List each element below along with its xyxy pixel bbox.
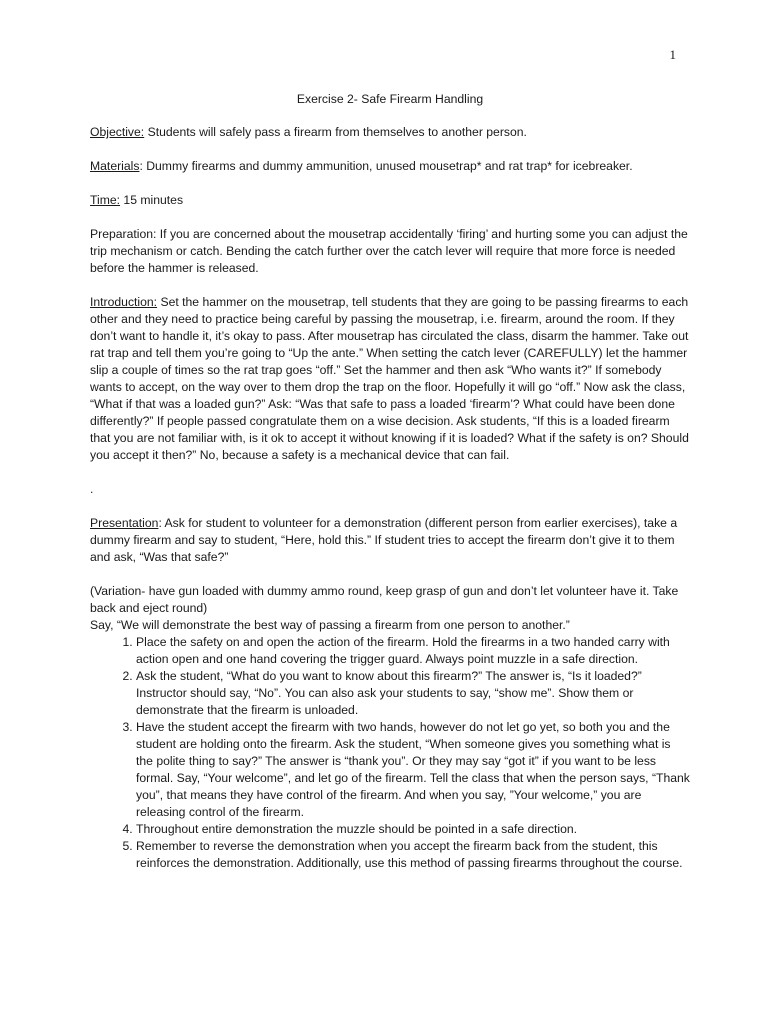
say-paragraph: Say, “We will demonstrate the best way of passing a firearm from one person to another.” bbox=[90, 618, 570, 632]
preparation-paragraph: Preparation: If you are concerned about the mousetrap accidentally ‘firing’ and hurting some you can adjust the trip mechanism or catch. Bending the catch further over the catch lever will require that more force is needed before the hammer is released. bbox=[90, 227, 688, 275]
introduction-paragraph bbox=[90, 294, 690, 464]
list-item-step-1: 1. Place the safety on and open the action of the firearm. Hold the firearms in a two handed carry with action open and one hand covering the trigger guard. Always point muzzle in a safe direction. bbox=[136, 634, 690, 668]
variation-paragraph: (Variation- have gun loaded with dummy ammo round, keep grasp of gun and don’t let volunteer have it. Take back and eject round) bbox=[90, 584, 679, 615]
time-label: Time: bbox=[90, 193, 121, 207]
objective-text: Students will safely pass a firearm from themselves to another person. bbox=[144, 125, 527, 139]
presentation-text: : Ask for student to volunteer for a demonstration (different person from earlier exercises), take a dummy firearm and say to student, “Here, hold this.” If student tries to accept the firearm don’t give it to them and ask, “Was that safe?” bbox=[90, 516, 678, 564]
materials-label: Materials bbox=[90, 159, 140, 173]
list-item-step-5: 5. Remember to reverse the demonstration when you accept the firearm back from the student, this reinforces the demonstration. Additionally, use this method of passing firearms throughout the course. bbox=[136, 838, 690, 872]
document-body bbox=[90, 91, 690, 872]
list-item-step-4: 4. Throughout entire demonstration the muzzle should be pointed in a safe direction. bbox=[136, 821, 690, 838]
objective-paragraph bbox=[90, 124, 690, 141]
introduction-text: Set the hammer on the mousetrap, tell students that they are going to be passing firearms to each other and they need to practice being careful by passing the mousetrap, i.e. firearm, around the room. If they don’t want to handle it, it’s okay to pass. After mousetrap has circulated the class, disarm the hammer. Take out rat trap and tell them you’re going to “Up the ante.” When setting the catch lever (CAREFULLY) let the hammer slip a couple of times so the rat trap goes “off.” Set the hammer and then ask “Who wants it?” If somebody wants to accept, on the way over to them drop the trap on the floor. Hopefully it will go “off.” Now ask the class, “What if that was a loaded gun?” Ask: “Was that safe to pass a loaded ‘firearm’? What could have been done differently?” If people passed congratulate them on a wise decision. Ask students, “If this is a loaded firearm that you are not familiar with, is it ok to accept it without knowing if it is loaded? What if the safety is on? Should you accept it then?” No, because a safety is a mechanical device that can fail. bbox=[90, 295, 689, 462]
introduction-label: Introduction: bbox=[90, 295, 158, 309]
materials-text: : Dummy firearms and dummy ammunition, unused mousetrap* and rat trap* for icebreaker. bbox=[139, 159, 633, 173]
materials-paragraph bbox=[90, 158, 690, 175]
document-title: Exercise 2- Safe Firearm Handling bbox=[296, 92, 484, 106]
objective-label: Objective: bbox=[90, 125, 145, 139]
list-item-step-2: 2. Ask the student, “What do you want to know about this firearm?” The answer is, “Is it loaded?” Instructor should say, “No”. You can also ask your students to say, “show me”. Show them or demonstrate that the firearm is unloaded. bbox=[136, 668, 690, 719]
page-number: 1 bbox=[669, 47, 676, 62]
separator-dot: . bbox=[90, 482, 94, 496]
presentation-paragraph bbox=[90, 515, 690, 566]
list-item-step-3: 3. Have the student accept the firearm with two hands, however do not let go yet, so both you and the student are holding onto the firearm. Ask the student, “When someone gives you something what is the polite thing to say?” The answer is “thank you”. Or they may say “got it” if you want to be less formal. Say, “Your welcome”, and let go of the firearm. Tell the class that when the person says, “Thank you”, that means they have control of the firearm. And when you say, ”Your welcome,” you are releasing control of the firearm. bbox=[136, 719, 690, 821]
time-text: 15 minutes bbox=[120, 193, 184, 207]
presentation-label: Presentation bbox=[90, 516, 159, 530]
time-paragraph bbox=[90, 192, 690, 209]
steps-list bbox=[90, 634, 690, 872]
